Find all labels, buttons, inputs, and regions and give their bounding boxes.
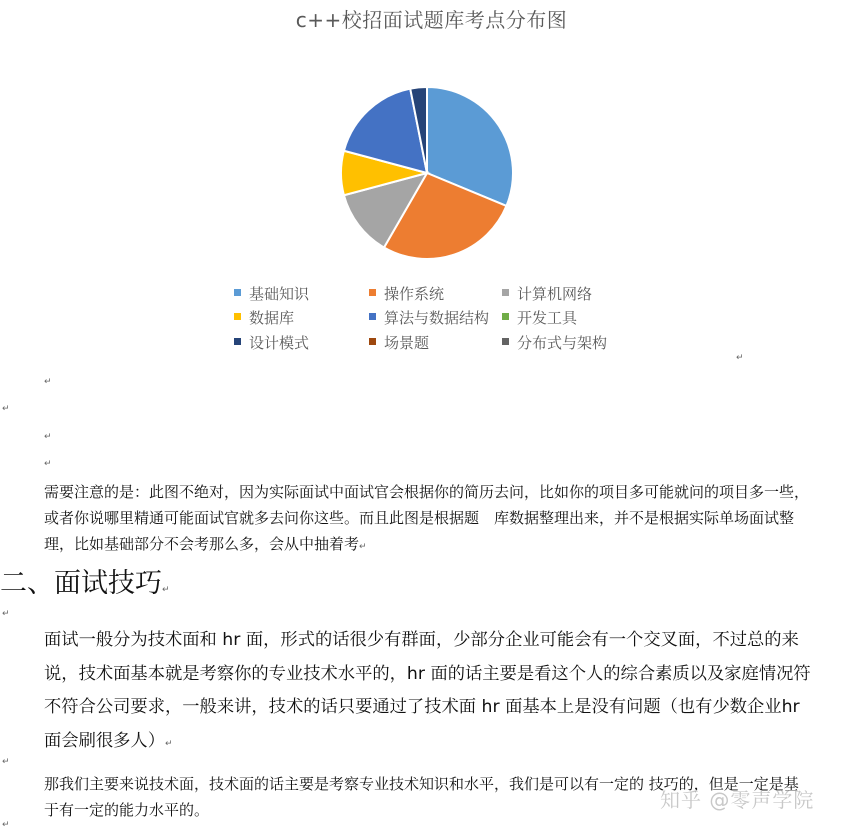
paragraph-mark: ↵ (2, 609, 10, 619)
paragraph-mark: ↵ (736, 353, 744, 363)
legend-label: 算法与数据结构 (384, 309, 490, 327)
legend-item (369, 332, 429, 353)
note-text: 需要注意的是：此图不绝对，因为实际面试中面试官会根据你的简历去问，比如你的项目多可能就问的项目多一些，或者你说哪里精通可能面试官就多去问你这些。而且此图是根据题 库数据整理出来，并不是根据实际单场面试整理，比如基础部分不会考那么多，会从中抽着考 (44, 483, 810, 553)
paragraph-mark: ↵ (44, 377, 52, 387)
legend-swatch (234, 338, 241, 345)
chart-title: c++校招面试题库考点分布图 (295, 8, 568, 32)
legend-swatch (369, 289, 376, 296)
legend-item (369, 283, 444, 304)
legend-item (502, 307, 577, 328)
legend-item (502, 283, 592, 304)
paragraph-mark: ↵ (164, 739, 173, 750)
legend-item (234, 307, 294, 328)
legend-swatch (369, 338, 376, 345)
legend-label: 分布式与架构 (517, 334, 608, 352)
legend-swatch (502, 289, 509, 296)
legend-label: 设计模式 (249, 334, 310, 352)
paragraph-mark: ↵ (2, 757, 10, 767)
watermark: 知乎 @零声学院 (660, 788, 815, 812)
legend-item (234, 283, 309, 304)
paragraph-mark: ↵ (359, 542, 367, 552)
legend-label: 计算机网络 (517, 285, 593, 303)
legend-swatch (369, 313, 376, 320)
paragraph-mark: ↵ (2, 404, 10, 414)
technical-text: 那我们主要来说技术面，技术面的话主要是考察专业技术知识和水平，我们是可以有一定的 技巧的，但是一定是基于有一定的能力水平的。 (44, 775, 799, 819)
paragraph-mark: ↵ (162, 585, 170, 595)
legend-label: 操作系统 (384, 285, 445, 303)
interview-text: 面试一般分为技术面和 hr 面，形式的话很少有群面，少部分企业可能会有一个交叉面，不过总的来说，技术面基本就是考察你的专业技术水平的，hr 面的话主要是看这个人的综合素质以及家庭情况符不符合公司要求，一般来讲，技术的话只要通过了技术面 hr 面基本上是没有问题（也有少数企业hr 面会刷很多人） (44, 630, 811, 752)
legend-swatch (502, 338, 509, 345)
legend-label: 场景题 (384, 334, 430, 352)
paragraph-mark: ↵ (44, 432, 52, 442)
legend-swatch (502, 313, 509, 320)
legend-label: 基础知识 (249, 285, 310, 303)
section-heading (0, 561, 170, 600)
legend-item (502, 332, 607, 353)
pie-chart (0, 0, 863, 300)
paragraph-mark: ↵ (44, 459, 52, 469)
heading-text: 二、面试技巧 (0, 568, 162, 599)
legend-swatch (234, 313, 241, 320)
legend-swatch (234, 289, 241, 296)
paragraph-mark: ↵ (2, 820, 10, 830)
legend-label: 开发工具 (517, 309, 578, 327)
interview-paragraph (44, 624, 814, 759)
legend-item (234, 332, 309, 353)
note-paragraph (44, 479, 814, 557)
legend-label: 数据库 (249, 309, 295, 327)
legend-item (369, 307, 489, 328)
